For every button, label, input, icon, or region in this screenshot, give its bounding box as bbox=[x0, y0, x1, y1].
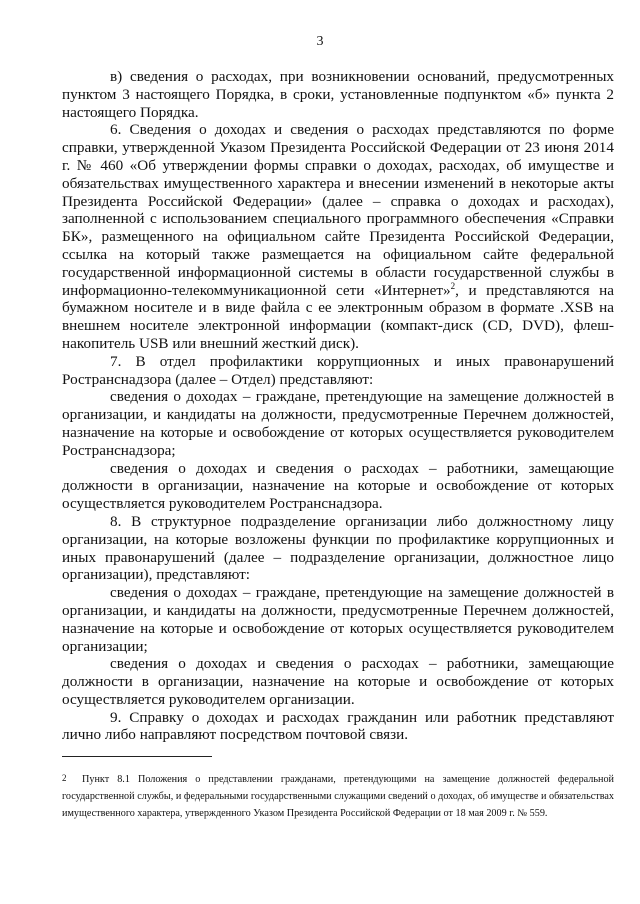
page-number: 3 bbox=[316, 34, 324, 49]
paragraph-8-item-2: сведения о доходах и сведения о расходах – работники, замещающие должности в организации, назначение на которые и освобождение от которых осуществляется руководителем организации. bbox=[62, 655, 614, 708]
footnote bbox=[62, 770, 614, 823]
paragraph-7-item-1: сведения о доходах – граждане, претендующие на замещение должностей в организации, и кандидаты на должности, предусмотренные Перечнем должностей, назначение на которые и освобождение от которых осуществляется руководителем Ространснадзора; bbox=[62, 388, 614, 459]
document-body bbox=[62, 68, 614, 744]
paragraph-9: 9. Справку о доходах и расходах гражданин или работник представляют лично либо направляют посредством почтовой связи. bbox=[62, 708, 614, 744]
footnote-mark: 2 bbox=[62, 773, 67, 783]
paragraph-6-part-2: , и представляются на бумажном носителе и в виде файла с ее электронным образом в формате .XSB на внешнем носителе электронной информации (компакт-диск (CD, DVD), флеш-накопитель USB или внешний жесткий диск). bbox=[62, 281, 614, 352]
paragraph-7-item-2: сведения о доходах и сведения о расходах – работники, замещающие должности в организации, назначение на которые и освобождение от которых осуществляется руководителем Ространснадзора. bbox=[62, 459, 614, 513]
footnote-divider bbox=[62, 756, 212, 757]
paragraph-6 bbox=[62, 121, 614, 352]
paragraph-7: 7. В отдел профилактики коррупционных и иных правонарушений Ространснадзора (далее – Отдел) представляют: bbox=[62, 352, 614, 388]
footnote-text: Пункт 8.1 Положения о представлении гражданами, претендующими на замещение должностей федеральной государственной службы, и федеральными государственными служащими сведений о доходах, об имуществе и обязательствах имущественного характера, утвержденного Указом Президента Российской Федерации от 18 мая 2009 г. № 559. bbox=[62, 774, 614, 820]
paragraph-6-part-1: 6. Сведения о доходах и сведения о расходах представляются по форме справки, утвержденной Указом Президента Российской Федерации от 23 июня 2014 г. № 460 «Об утверждении формы справки о доходах, расходах, об имуществе и обязательствах имущественного характера и внесении изменений в некоторые акты Президента Российской Федерации» (далее – справка о доходах и расходах), заполненной с использованием специального программного обеспечения «Справки БК», размещенного на официальном сайте Президента Российской Федерации, ссылка на который также размещается на официальном сайте федеральной государственной информационной системы в области государственной службы в информационно-телекоммуникационной сети «Интернет» bbox=[62, 121, 614, 299]
paragraph-5v: в) сведения о расходах, при возникновении оснований, предусмотренных пунктом 3 настоящего Порядка, в сроки, установленные подпунктом «б» пункта 2 настоящего Порядка. bbox=[62, 68, 614, 121]
paragraph-8: 8. В структурное подразделение организации либо должностному лицу организации, на которые возложены функции по профилактике коррупционных и иных правонарушений (далее – подразделение организации, должностное лицо организации), представляют: bbox=[62, 512, 614, 584]
footnote-reference[interactable]: 2 bbox=[450, 280, 456, 291]
paragraph-8-item-1: сведения о доходах – граждане, претендующие на замещение должностей в организации, и кандидаты на должности, предусмотренные Перечнем должностей, назначение на которые и освобождение от которых осуществляется руководителем организации; bbox=[62, 584, 614, 655]
